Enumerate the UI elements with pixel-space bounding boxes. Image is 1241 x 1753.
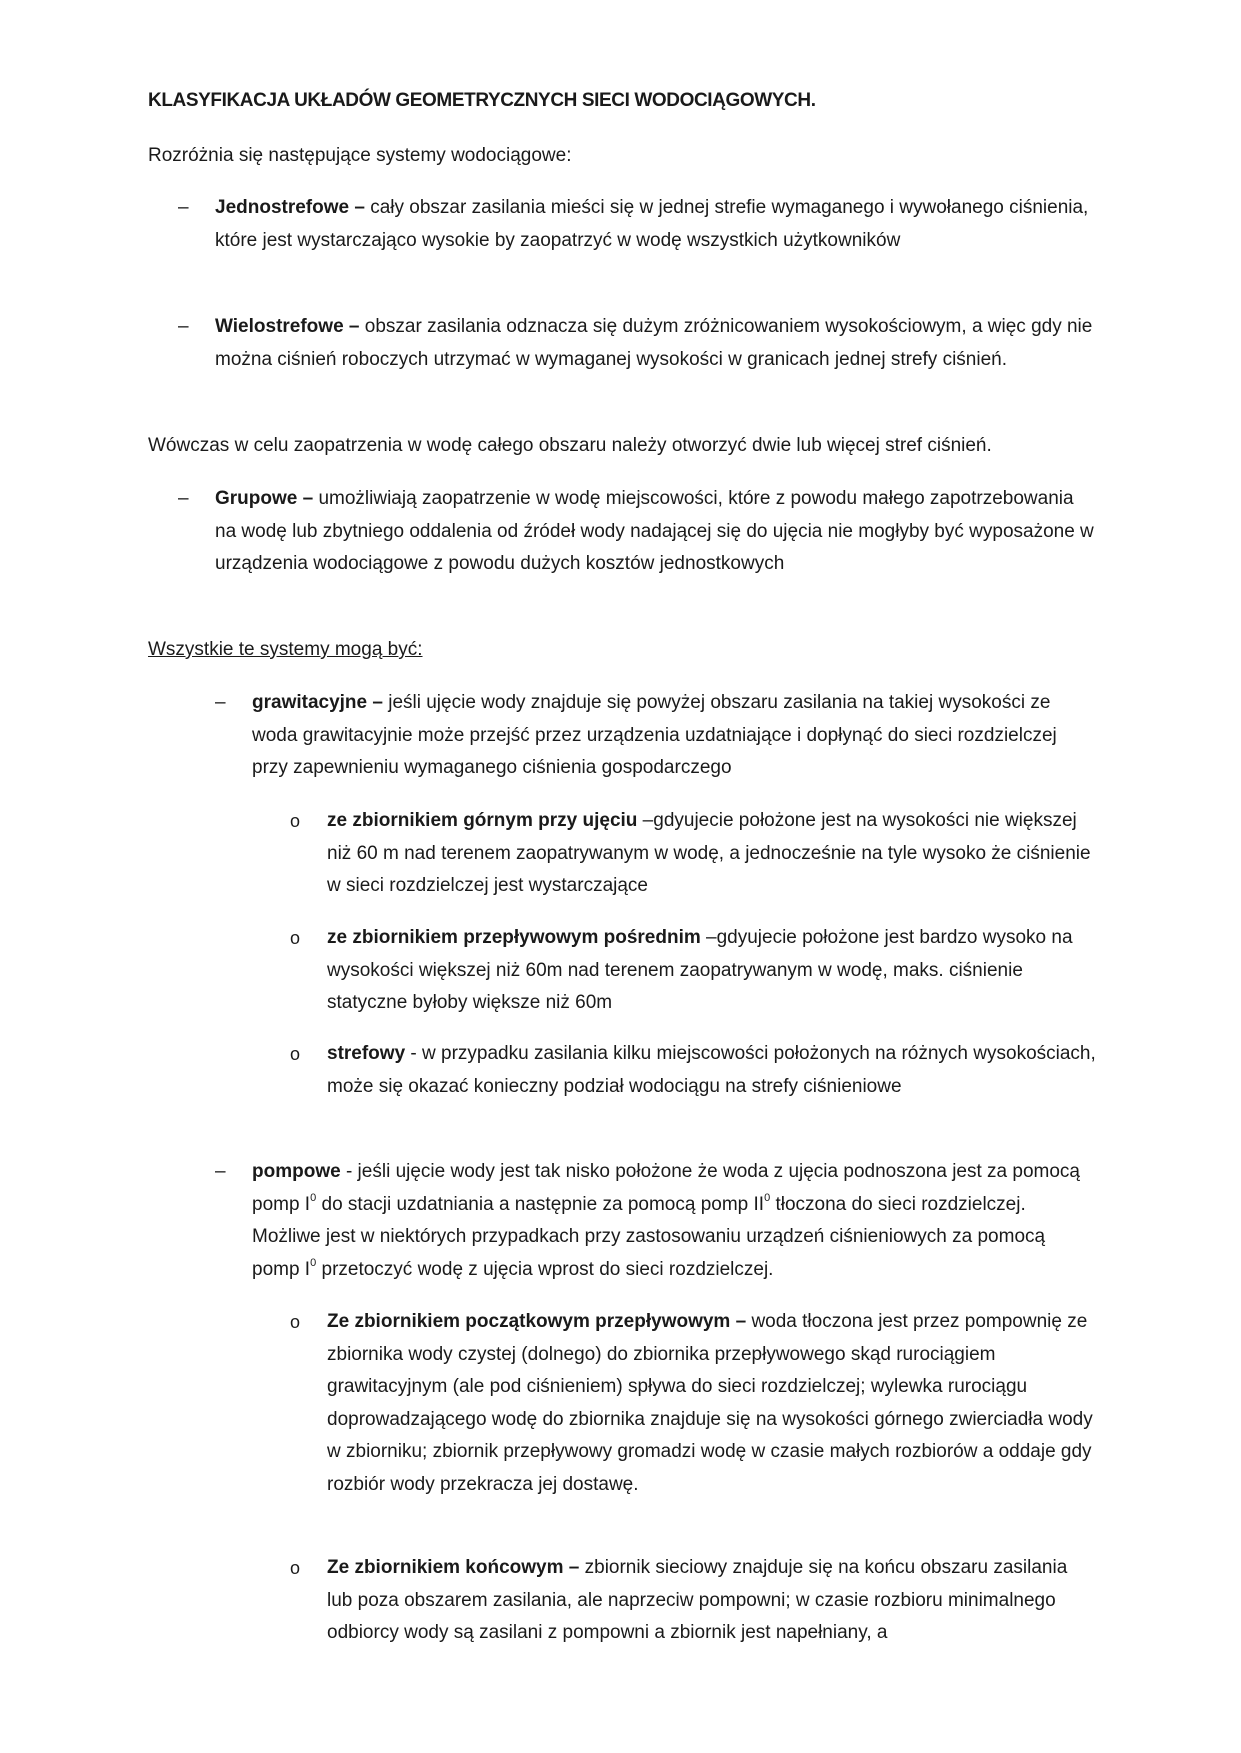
dash-bullet: – [178,316,189,337]
superscript: 0 [310,1256,317,1269]
sub-item-zbiornik-koncowy [290,1552,1097,1650]
list-item-pompowe [215,1156,1097,1286]
sub-item-zbiornik-gorny [290,805,1097,903]
circle-bullet: o [290,1312,301,1332]
sub-item-zbiornik-posredni [290,922,1097,1020]
term: Ze zbiornikiem początkowym przepływowym – [327,1311,747,1332]
dash-bullet: – [178,197,189,218]
intro-paragraph: Rozróżnia się następujące systemy wodociągowe: [148,145,572,166]
middle-paragraph: Wówczas w celu zaopatrzenia w wodę całego obszaru należy otworzyć dwie lub więcej stref ciśnień. [148,435,992,456]
term: pompowe [252,1161,341,1182]
sub-item-strefowy [290,1038,1097,1103]
definition-part: - jeśli ujęcie wody jest tak nisko położone że woda z ujęcia podnoszona jest za pomocą pomp I [252,1161,1080,1215]
term: ze zbiornikiem przepływowym pośrednim [327,927,701,948]
document-title: KLASYFIKACJA UKŁADÓW GEOMETRYCZNYCH SIECI WODOCIĄGOWYCH. [148,90,816,111]
term: Jednostrefowe – [215,197,365,218]
superscript: 0 [764,1191,771,1204]
superscript: 0 [310,1191,317,1204]
subheading: Wszystkie te systemy mogą być: [148,639,423,660]
definition: zbiornik sieciowy znajduje się na końcu obszaru zasilania lub poza obszarem zasilania, ale naprzeciw pompowni; w czasie rozbioru minimalnego odbiorcy wody są zasilani z pompowni a zbiornik jest napełniany, a [327,1557,1068,1643]
definition: woda tłoczona jest przez pompownię ze zbiornika wody czystej (dolnego) do zbiornika przepływowego skąd rurociągiem grawitacyjnym (ale pod ciśnieniem) spływa do sieci rozdzielczej; wylewka rurociągu doprowadzającego wodę do zbiornika znajduje się na wysokości górnego zwierciadła wody w zbiorniku; zbiornik przepływowy gromadzi wodę w czasie małych rozbiorów a oddaje gdy rozbiór wody przekracza jej dostawę. [327,1311,1093,1495]
list-item-wielostrefowe [178,311,1095,376]
dash-bullet: – [178,488,189,509]
dash-bullet: – [215,1161,226,1182]
definition: –gdyujecie położone jest na wysokości nie większej niż 60 m nad terenem zaopatrywanym w wodę, a jednocześnie na tyle wysoko że ciśnienie w sieci rozdzielczej jest wystarczające [327,810,1091,896]
term: Grupowe – [215,488,314,509]
definition-part: przetoczyć wodę z ujęcia wprost do sieci rozdzielczej. [316,1258,774,1280]
definition: jeśli ujęcie wody znajduje się powyżej obszaru zasilania na takiej wysokości ze woda grawitacyjnie może przejść przez urządzenia uzdatniające i dopłynąć do sieci rozdzielczej przy zapewnieniu wymaganego ciśnienia gospodarczego [252,692,1057,778]
definition: - w przypadku zasilania kilku miejscowości położonych na różnych wysokościach, może się okazać konieczny podział wodociągu na strefy ciśnieniowe [327,1043,1096,1097]
list-item-grupowe [178,483,1095,581]
term: grawitacyjne – [252,692,383,713]
circle-bullet: o [290,928,301,948]
list-item-grawitacyjne [215,687,1097,785]
definition-part: tłoczona do sieci rozdzielczej. Możliwe jest w niektórych przypadkach przy zastosowaniu urządzeń ciśnieniowych za pomocą pomp I [252,1193,1046,1280]
definition: cały obszar zasilania mieści się w jednej strefie wymaganego i wywołanego ciśnienia, które jest wystarczająco wysokie by zaopatrzyć w wodę wszystkich użytkowników [215,197,1089,251]
term: strefowy [327,1043,406,1064]
dash-bullet: – [215,692,226,713]
list-item-jednostrefowe [178,192,1095,257]
sub-item-zbiornik-poczatkowy [290,1306,1097,1501]
circle-bullet: o [290,1558,301,1578]
definition: –gdyujecie położone jest bardzo wysoko na wysokości większej niż 60m nad terenem zaopatrywanym w wodę, maks. ciśnienie statyczne byłoby większe niż 60m [327,927,1073,1013]
definition: obszar zasilania odznacza się dużym zróżnicowaniem wysokościowym, a więc gdy nie można ciśnień roboczych utrzymać w wymaganej wysokości w granicach jednej strefy ciśnień. [215,316,1093,370]
circle-bullet: o [290,811,301,831]
circle-bullet: o [290,1044,301,1064]
definition-part: do stacji uzdatniania a następnie za pomocą pomp II [316,1193,765,1215]
definition: umożliwiają zaopatrzenie w wodę miejscowości, które z powodu małego zapotrzebowania na wodę lub zbytniego oddalenia od źródeł wody nadającej się do ujęcia nie mogłyby być wyposażone w urządzenia wodociągowe z powodu dużych kosztów jednostkowych [215,488,1094,574]
term: Ze zbiornikiem końcowym – [327,1557,580,1578]
term: ze zbiornikiem górnym przy ujęciu [327,810,638,831]
term: Wielostrefowe – [215,316,360,337]
